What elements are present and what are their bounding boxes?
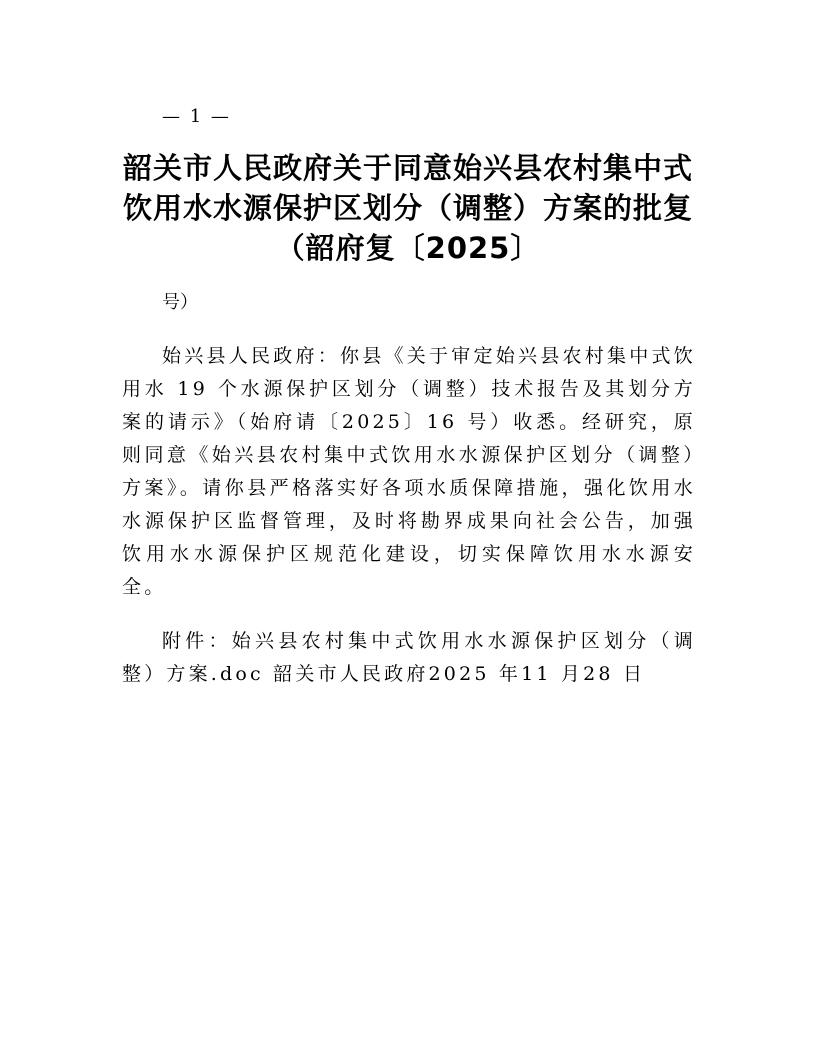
title-line-3: （韶府复〔2025〕 [275, 231, 541, 265]
title-line-2: 饮用水水源保护区划分（调整）方案的批复 [122, 191, 693, 225]
page-number: — 1 — [162, 106, 231, 127]
title-line-1: 韶关市人民政府关于同意始兴县农村集中式 [122, 151, 693, 185]
body-paragraph: 始兴县人民政府：你县《关于审定始兴县农村集中式饮用水 19 个水源保护区划分（调整）技术报告及其划分方案的请示》（始府请〔2025〕16 号）收悉。经研究，原则同意《始兴县农村集中式饮用水水源保护区划分（调整）方案》。请你县严格落实好各项水质保障措施，强化饮用水水源保护区监督管理，及时将勘界成果向社会公告，加强饮用水水源保护区规范化建设，切实保障饮用水水源安全。 [122, 345, 696, 598]
attachment-paragraph: 附件：始兴县农村集中式饮用水水源保护区划分（调整）方案.doc 韶关市人民政府2025 年11 月28 日 [122, 630, 696, 685]
document-title [120, 148, 696, 268]
doc-number-suffix: 号） [162, 292, 198, 313]
